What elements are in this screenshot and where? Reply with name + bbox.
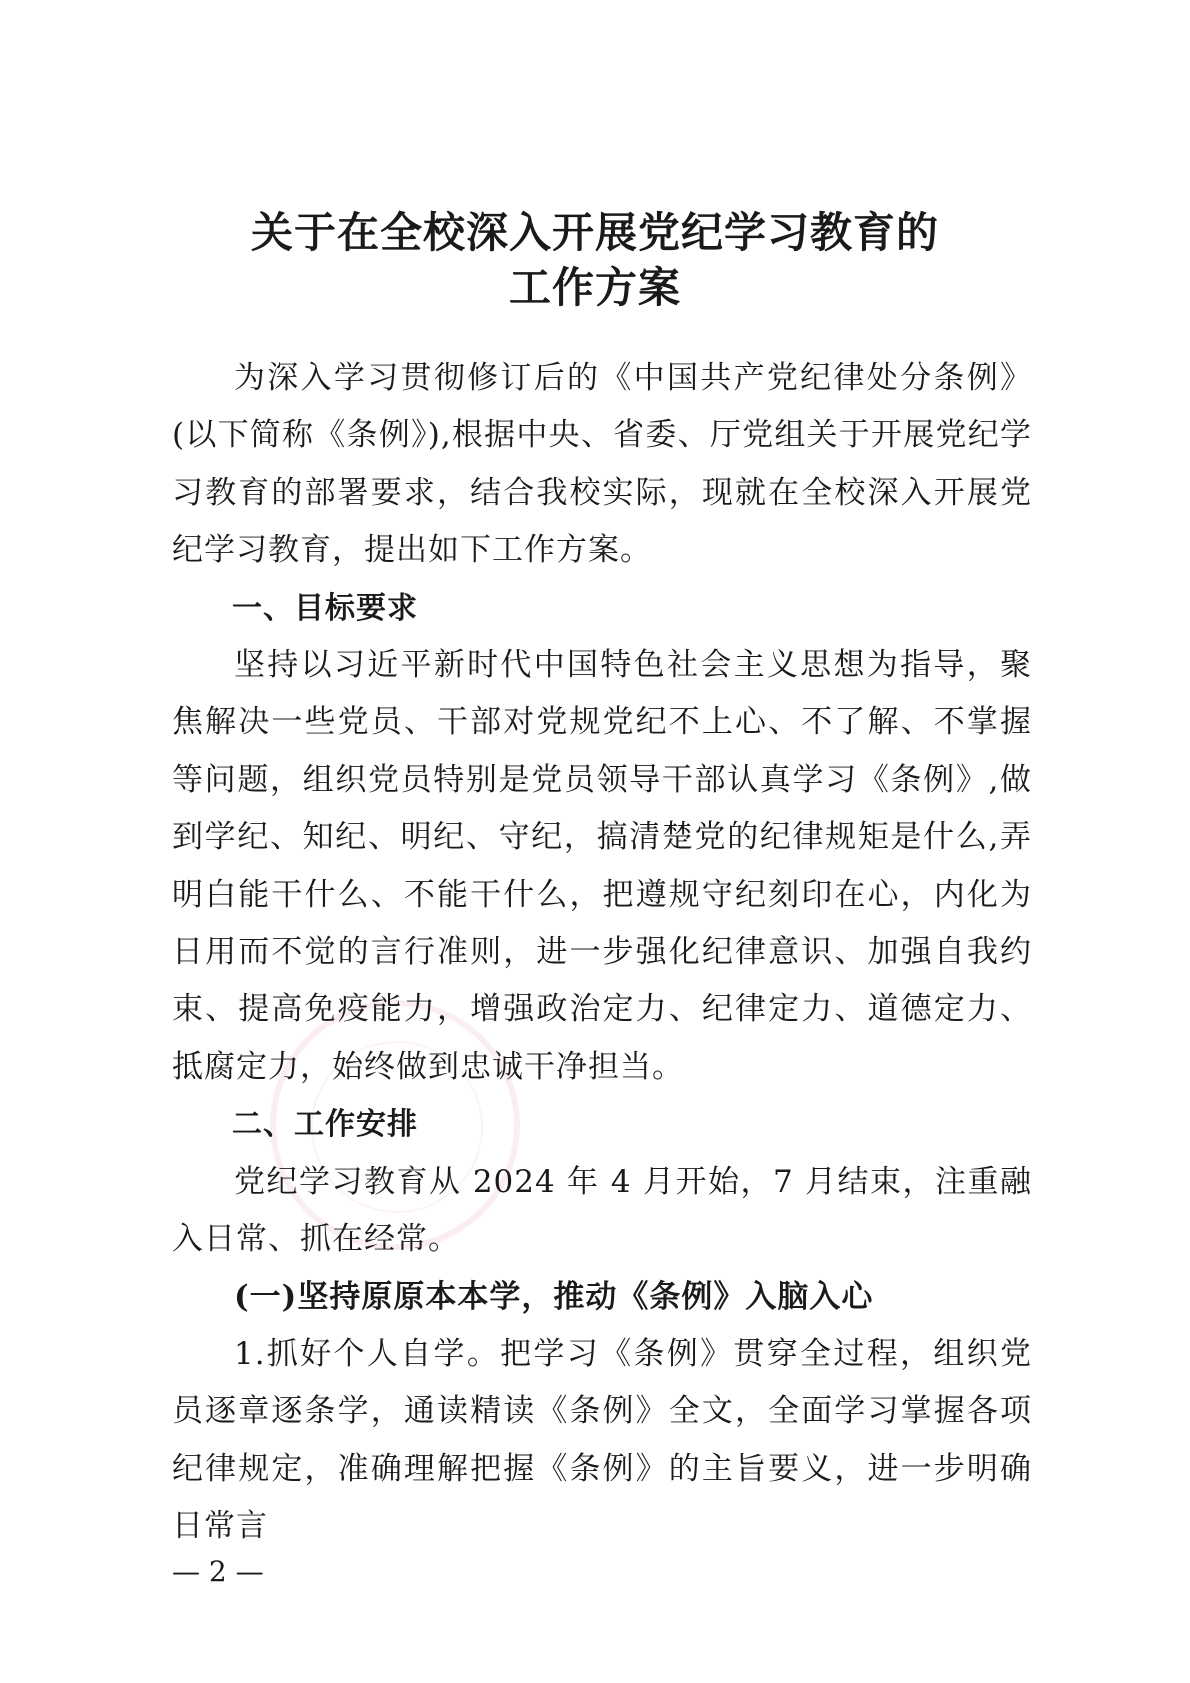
document-title-line-2: 工作方案: [508, 263, 681, 312]
section-2-heading: 二、工作安排: [232, 1107, 418, 1143]
page-number: — 2 —: [172, 1555, 264, 1588]
intro-paragraph: 为深入学习贯彻修订后的《中国共产党纪律处分条例》(以下简称《条例》),根据中央、省委、厅党组关于开展党纪学习教育的部署要求，结合我校实际，现就在全校深入开展党纪学习教育，提出如下工作方案。: [172, 360, 1032, 569]
document-body: [172, 350, 1032, 1556]
section-2-paragraph: 党纪学习教育从 2024 年 4 月开始，7 月结束，注重融入日常、抓在经常。: [172, 1163, 1032, 1258]
item-1-paragraph: 1.抓好个人自学。把学习《条例》贯穿全过程，组织党员逐章逐条学，通读精读《条例》全文，全面学习掌握各项纪律规定，准确理解把握《条例》的主旨要义，进一步明确日常言: [172, 1335, 1032, 1545]
section-1-paragraph: 坚持以习近平新时代中国特色社会主义思想为指导，聚焦解决一些党员、干部对党规党纪不上心、不了解、不掌握等问题，组织党员特别是党员领导干部认真学习《条例》,做到学纪、知纪、明纪、守纪，搞清楚党的纪律规矩是什么,弄明白能干什么、不能干什么，把遵规守纪刻印在心，内化为日用而不觉的言行准则，进一步强化纪律意识、加强自我约束、提高免疫能力，增强政治定力、纪律定力、道德定力、抵腐定力，始终做到忠诚干净担当。: [172, 647, 1032, 1085]
document-title-line-1: 关于在全校深入开展党纪学习教育的: [250, 208, 939, 257]
subsection-1-heading: (一)坚持原原本本学，推动《条例》入脑入心: [234, 1278, 874, 1315]
section-1-heading: 一、目标要求: [232, 590, 418, 626]
